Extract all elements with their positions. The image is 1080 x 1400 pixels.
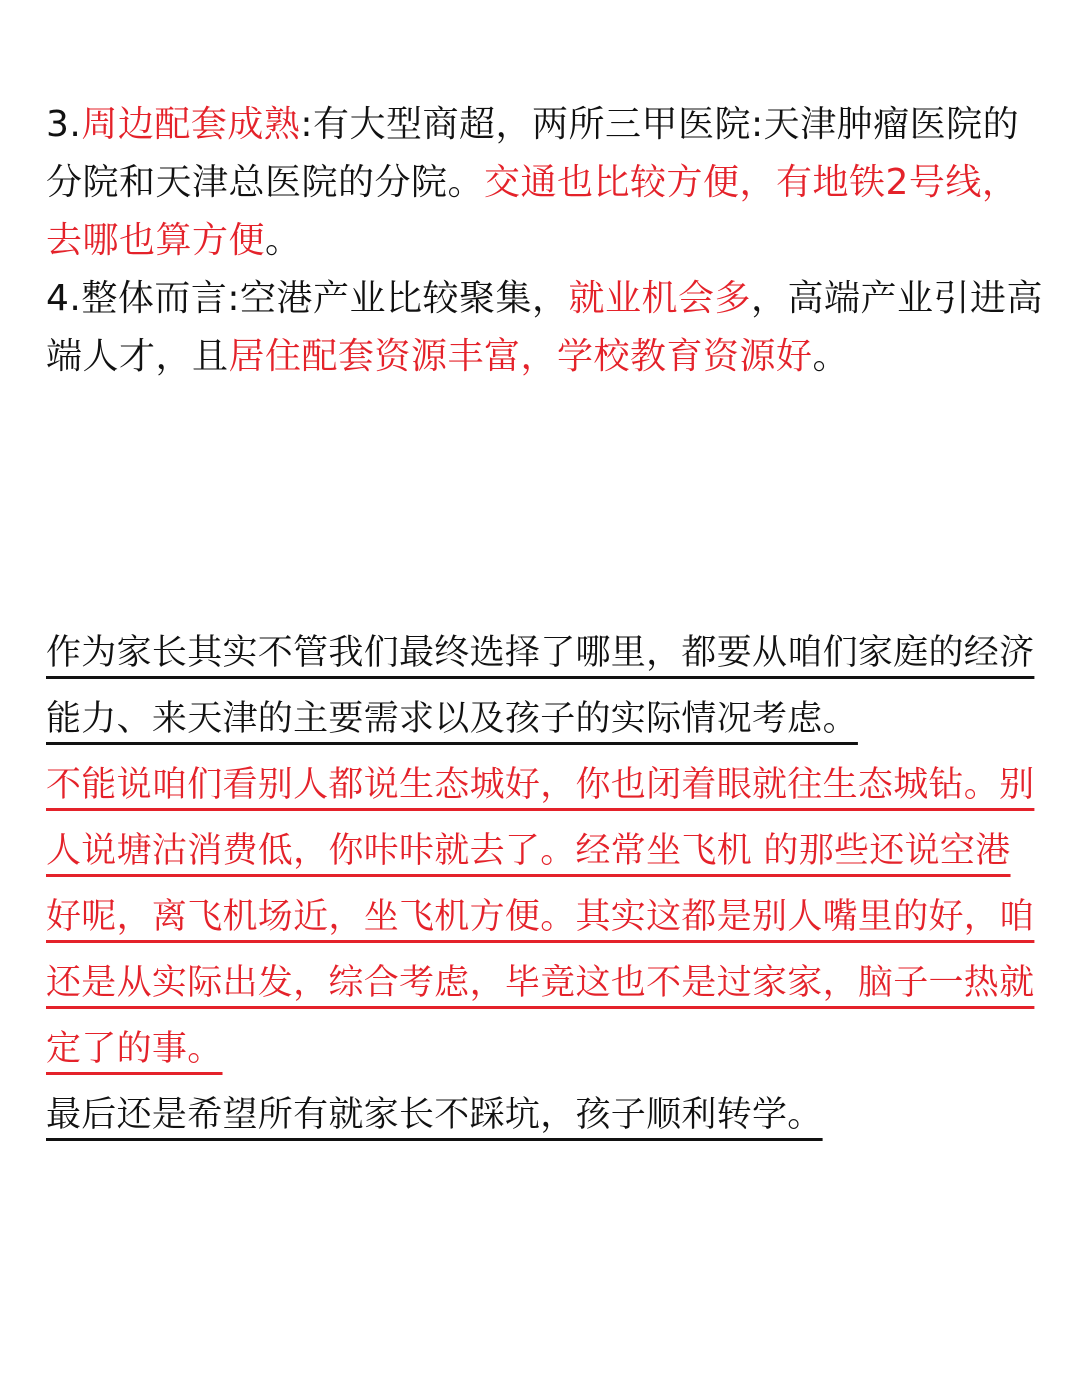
point-4 bbox=[46, 270, 1046, 386]
closing-remarks bbox=[46, 620, 1036, 1148]
wish-text: 最后还是希望所有就家长不踩坑，孩子顺利转学。 bbox=[46, 1095, 823, 1135]
point-4-highlight-resources: 居住配套资源丰富，学校教育资源好 bbox=[228, 336, 813, 377]
point-3-end: 。 bbox=[265, 220, 302, 261]
point-3-body: :有大型商超，两所三甲医院:天津肿瘤医院的分院和天津总医院的分院。 bbox=[46, 104, 1020, 203]
warning-paragraph bbox=[46, 752, 1036, 1082]
point-4-body-start: 4.整体而言:空港产业比较聚集， bbox=[46, 278, 569, 319]
parent-advice-paragraph bbox=[46, 620, 1036, 752]
point-4-body-mid: ，高端产业引进高端人才，且 bbox=[46, 278, 1044, 377]
wish-paragraph bbox=[46, 1082, 1036, 1148]
point-3-highlight-transport: 交通也比较方便，有地铁2号线，去哪也算方便 bbox=[46, 162, 1019, 261]
point-4-highlight-jobs: 就业机会多 bbox=[568, 278, 751, 319]
key-points bbox=[46, 96, 1046, 386]
point-3-highlight-amenities: 周边配套成熟 bbox=[81, 104, 301, 145]
point-4-end: 。 bbox=[812, 336, 850, 377]
parent-advice-text: 作为家长其实不管我们最终选择了哪里，都要从咱们家庭的经济能力、来天津的主要需求以及孩子的实际情况考虑。 bbox=[46, 633, 1035, 739]
warning-text: 不能说咱们看别人都说生态城好，你也闭着眼就往生态城钻。别人说塘沽消费低，你咔咔就去了。经常坐飞机 的那些还说空港好呢，离飞机场近，坐飞机方便。其实这都是别人嘴里的好，咱还是从实际出发，综合考虑，毕竟这也不是过家家，脑子一热就定了的事。 bbox=[46, 765, 1035, 1069]
point-3-prefix: 3. bbox=[46, 104, 82, 145]
point-3 bbox=[46, 96, 1046, 270]
